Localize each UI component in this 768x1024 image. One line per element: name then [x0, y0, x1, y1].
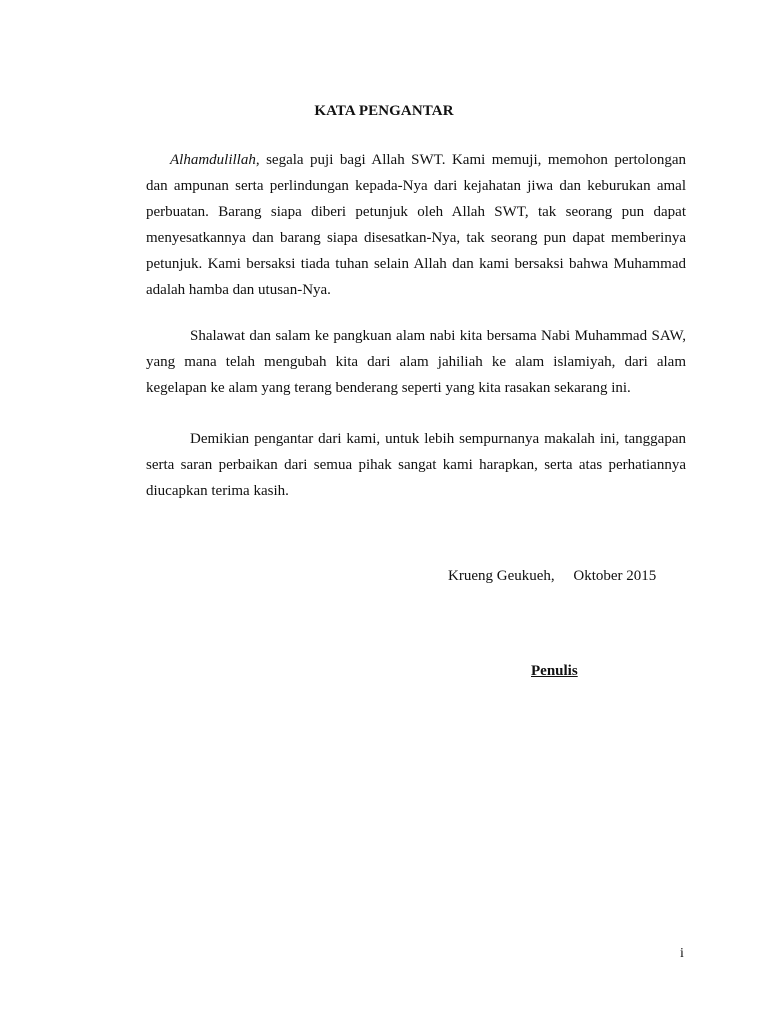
paragraph-opening-italic-lead: Alhamdulillah: [170, 152, 256, 168]
paragraph-opening: [146, 147, 686, 303]
paragraph-shalawat: Shalawat dan salam ke pangkuan alam nabi kita bersama Nabi Muhammad SAW, yang mana telah mengubah kita dari alam jahiliah ke alam islamiyah, dari alam kegelapan ke alam yang terang benderang seperti yang kita rasakan sekarang ini.: [146, 328, 686, 396]
paragraph-closing: Demikian pengantar dari kami, untuk lebih sempurnanya makalah ini, tanggapan serta saran perbaikan dari semua pihak sangat kami harapkan, serta atas perhatiannya diucapkan terima kasih.: [146, 431, 686, 499]
page-number: i: [680, 946, 684, 961]
page-title: KATA PENGANTAR: [314, 103, 454, 119]
paragraph-opening-text: , segala puji bagi Allah SWT. Kami memuji, memohon pertolongan dan ampunan serta perlindungan kepada-Nya dari kejahatan jiwa dan keburukan amal perbuatan. Barang siapa diberi petunjuk oleh Allah SWT, tak seorang pun dapat menyesatkannya dan barang siapa disesatkan-Nya, tak seorang pun dapat memberinya petunjuk. Kami bersaksi tiada tuhan selain Allah dan kami bersaksi bahwa Muhammad adalah hamba dan utusan-Nya.: [146, 152, 686, 298]
place-date: Krueng Geukueh, Oktober 2015: [448, 568, 657, 584]
signer-name: Penulis: [531, 663, 578, 679]
